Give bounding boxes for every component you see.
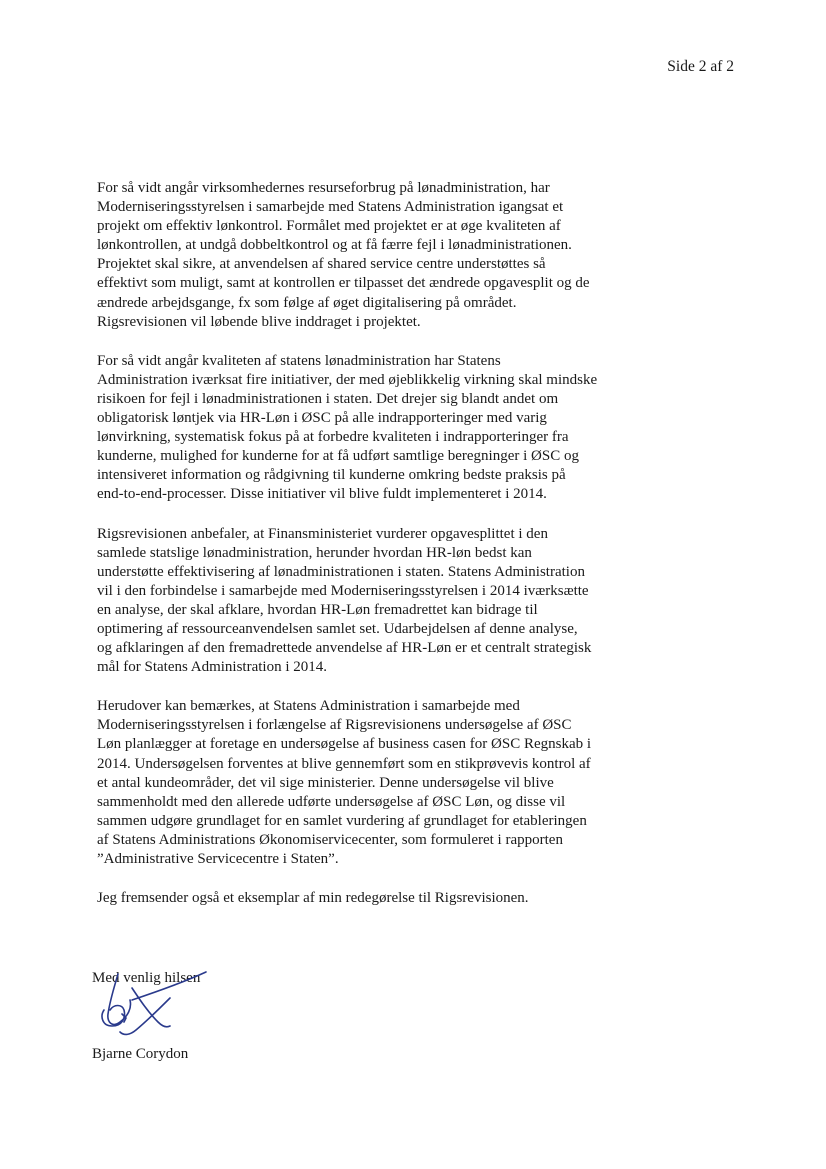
signature-stroke xyxy=(102,1006,124,1027)
text-line: Herudover kan bemærkes, at Statens Administration i samarbejde med xyxy=(97,698,520,715)
text-line: en analyse, der skal afklare, hvordan HR-Løn fremadrettet kan bidrage til xyxy=(97,601,538,618)
letter-body xyxy=(97,179,747,928)
signer-name: Bjarne Corydon xyxy=(92,1046,189,1062)
text-line: et antal kundeområder, det vil sige ministerier. Denne undersøgelse vil blive xyxy=(97,774,554,791)
signature-block xyxy=(92,970,392,1080)
text-line: mål for Statens Administration i 2014. xyxy=(97,659,327,676)
text-line: end-to-end-processer. Disse initiativer vil blive fuldt implementeret i 2014. xyxy=(97,486,547,503)
closing-salutation: Med venlig hilsen xyxy=(92,970,201,986)
text-line: Administration iværksat fire initiativer, der med øjeblikkelig virkning skal mindske xyxy=(97,371,598,388)
text-line: Løn planlægger at foretage en undersøgelse af business casen for ØSC Regnskab i xyxy=(97,736,592,753)
paragraph-5 xyxy=(97,889,747,908)
signature-stroke xyxy=(108,974,131,1024)
text-line: samlede statslige lønadministration, herunder hvordan HR-løn bedst kan xyxy=(97,544,532,561)
text-line: effektivt som muligt, samt at kontrollen er tilpasset det ændrede opgavesplit og de xyxy=(97,275,590,292)
text-line: risikoen for fejl i lønadministrationen i staten. Det drejer sig blandt andet om xyxy=(97,390,559,407)
text-line: Rigsrevisionen anbefaler, at Finansministeriet vurderer opgavesplittet i den xyxy=(97,525,548,542)
text-line: sammenholdt med den allerede udførte undersøgelse af ØSC Løn, og disse vil xyxy=(97,793,566,810)
text-line: ændrede arbejdsgange, fx som følge af øget digitalisering på området. xyxy=(97,294,517,311)
signature-stroke xyxy=(120,998,170,1034)
text-line: intensiveret information og rådgivning til kunderne omkring bedste praksis på xyxy=(97,467,566,484)
text-line: obligatorisk løntjek via HR-Løn i ØSC på alle indrapporteringer med varig xyxy=(97,410,547,427)
text-line: Rigsrevisionen vil løbende blive inddraget i projektet. xyxy=(97,313,421,330)
text-line: optimering af ressourceanvendelsen samlet set. Udarbejdelsen af denne analyse, xyxy=(97,620,578,637)
text-line: kunderne, mulighed for kunderne for at få udført samtlige beregninger i ØSC og xyxy=(97,448,579,465)
text-line: sammen udgøre grundlaget for en samlet vurdering af grundlaget for etableringen xyxy=(97,812,587,829)
text-line: understøtte effektivisering af lønadministrationen i staten. Statens Administration xyxy=(97,563,585,580)
signature-stroke xyxy=(132,972,206,1000)
paragraph-1 xyxy=(97,179,747,332)
text-line: ”Administrative Servicecentre i Staten”. xyxy=(97,851,339,867)
paragraph-2 xyxy=(97,352,747,505)
text-line: Moderniseringsstyrelsen i samarbejde med Statens Administration igangsat et xyxy=(97,199,564,216)
text-line: og afklaringen af den fremadrettede anvendelse af HR-Løn er et centralt strategisk xyxy=(97,640,592,657)
text-line: af Statens Administrations Økonomiservicecenter, som formuleret i rapporten xyxy=(97,831,563,848)
paragraph-3 xyxy=(97,525,747,678)
text-line: vil i den forbindelse i samarbejde med Moderniseringsstyrelsen i 2014 iværksætte xyxy=(97,582,589,599)
text-line: lønkontrollen, at undgå dobbeltkontrol og at få færre fejl i lønadministrationen. xyxy=(97,237,572,254)
text-line: For så vidt angår kvaliteten af statens lønadministration har Statens xyxy=(97,352,501,369)
paragraph-4 xyxy=(97,697,747,869)
text-line: Jeg fremsender også et eksemplar af min redegørelse til Rigsrevisionen. xyxy=(97,890,529,907)
text-line: 2014. Undersøgelsen forventes at blive gennemført som en stikprøvevis kontrol af xyxy=(97,755,591,772)
text-line: For så vidt angår virksomhedernes resurseforbrug på lønadministration, har xyxy=(97,180,550,196)
page-number: Side 2 af 2 xyxy=(667,58,734,75)
handwritten-signature xyxy=(96,970,246,1042)
text-line: projekt om effektiv lønkontrol. Formålet med projektet er at øge kvaliteten af xyxy=(97,218,561,235)
text-line: lønvirkning, systematisk fokus på at forbedre kvaliteten i indrapporteringer fra xyxy=(97,429,569,446)
text-line: Projektet skal sikre, at anvendelsen af shared service centre understøttes så xyxy=(97,256,546,273)
text-line: Moderniseringsstyrelsen i forlængelse af Rigsrevisionens undersøgelse af ØSC xyxy=(97,717,572,734)
